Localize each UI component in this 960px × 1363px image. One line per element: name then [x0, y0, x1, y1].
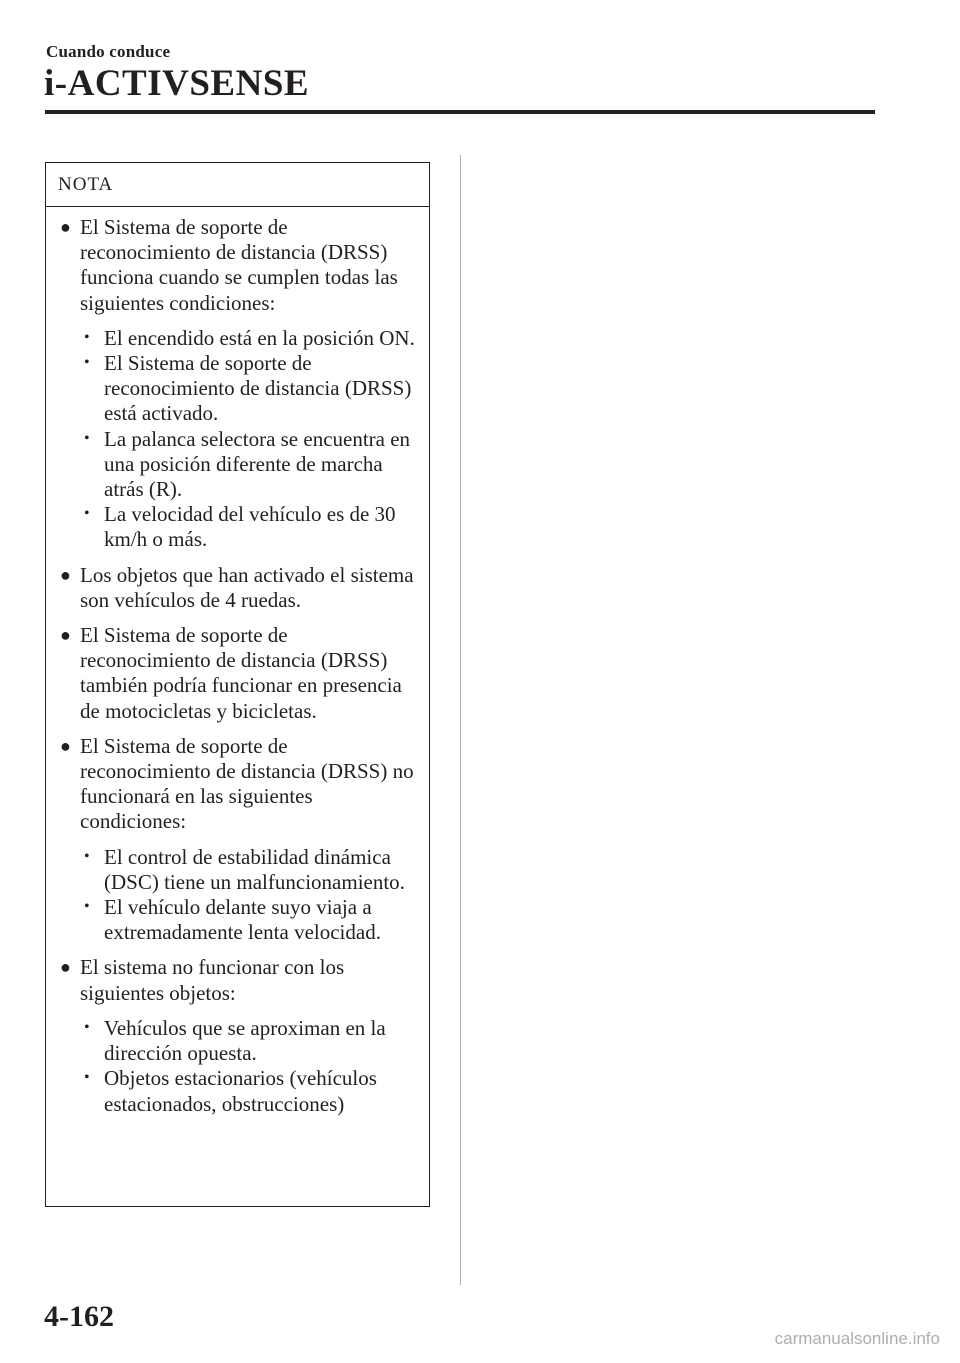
note-sub-text: Vehículos que se aproximan en la dirección opuesta.	[104, 1015, 386, 1066]
note-bullet-text: El Sistema de soporte de reconocimiento de distancia (DRSS) funciona cuando se cumplen todas las siguientes condiciones:	[80, 215, 398, 315]
bullet-dot-icon: ●	[60, 957, 71, 978]
note-bullet	[56, 955, 419, 1116]
note-sub-item	[80, 1016, 419, 1066]
note-sub-text: El Sistema de soporte de reconocimiento de distancia (DRSS) está activado.	[104, 351, 412, 426]
watermark: carmanualsonline.info	[774, 1329, 940, 1348]
note-bullet	[56, 563, 419, 613]
bullet-dot-icon: ●	[60, 217, 71, 237]
note-sub-item	[80, 427, 419, 503]
note-body	[46, 207, 429, 1117]
note-sub-text: El encendido está en la posición ON.	[104, 325, 415, 350]
sub-bullet-icon: •	[84, 429, 90, 447]
note-bullet	[56, 623, 419, 724]
section-label: Cuando conduce	[46, 42, 171, 61]
note-sub-list	[80, 1016, 419, 1117]
note-bullet	[56, 734, 419, 946]
note-bullet-text: Los objetos que han activado el sistema son vehículos de 4 ruedas.	[80, 562, 414, 612]
note-sub-list	[80, 845, 419, 946]
sub-bullet-icon: •	[84, 328, 90, 346]
sub-bullet-icon: •	[84, 505, 90, 523]
header-divider	[45, 110, 875, 114]
page-title: i-ACTIVSENSE	[44, 63, 310, 104]
note-sub-item	[80, 845, 419, 895]
note-bullet-text: El Sistema de soporte de reconocimiento de distancia (DRSS) también podría funcionar en presencia de motocicletas y bicicletas.	[80, 623, 402, 723]
sub-bullet-icon: •	[84, 1069, 90, 1087]
note-sub-item	[80, 351, 419, 427]
note-title: NOTA	[46, 163, 429, 207]
sub-bullet-icon: •	[84, 1018, 90, 1036]
note-sub-text: El control de estabilidad dinámica (DSC) tiene un malfuncionamiento.	[104, 844, 405, 894]
note-bullet	[56, 215, 419, 553]
bullet-dot-icon: ●	[60, 564, 71, 585]
page-number: 4-162	[44, 1300, 114, 1333]
note-sub-text: La palanca selectora se encuentra en una posición diferente de marcha atrás (R).	[104, 426, 411, 502]
sub-bullet-icon: •	[84, 847, 90, 865]
column-divider	[460, 155, 461, 1285]
note-sub-item	[80, 326, 419, 351]
note-sub-text: El vehículo delante suyo viaja a extremadamente lenta velocidad.	[104, 895, 381, 945]
note-sub-item	[80, 895, 419, 945]
note-bullet-text: El Sistema de soporte de reconocimiento de distancia (DRSS) no funcionará en las siguientes condiciones:	[80, 733, 414, 834]
sub-bullet-icon: •	[84, 354, 90, 372]
note-sub-text: Objetos estacionarios (vehículos estacionados, obstrucciones)	[104, 1066, 377, 1116]
bullet-dot-icon: ●	[60, 625, 71, 646]
note-sub-item	[80, 502, 419, 552]
note-sub-list	[80, 326, 419, 553]
note-box	[45, 162, 430, 1207]
note-sub-item	[80, 1066, 419, 1116]
note-sub-text: La velocidad del vehículo es de 30 km/h o más.	[104, 502, 396, 552]
note-bullet-text: El sistema no funcionar con los siguientes objetos:	[80, 955, 345, 1005]
bullet-dot-icon: ●	[60, 735, 71, 756]
sub-bullet-icon: •	[84, 898, 90, 916]
